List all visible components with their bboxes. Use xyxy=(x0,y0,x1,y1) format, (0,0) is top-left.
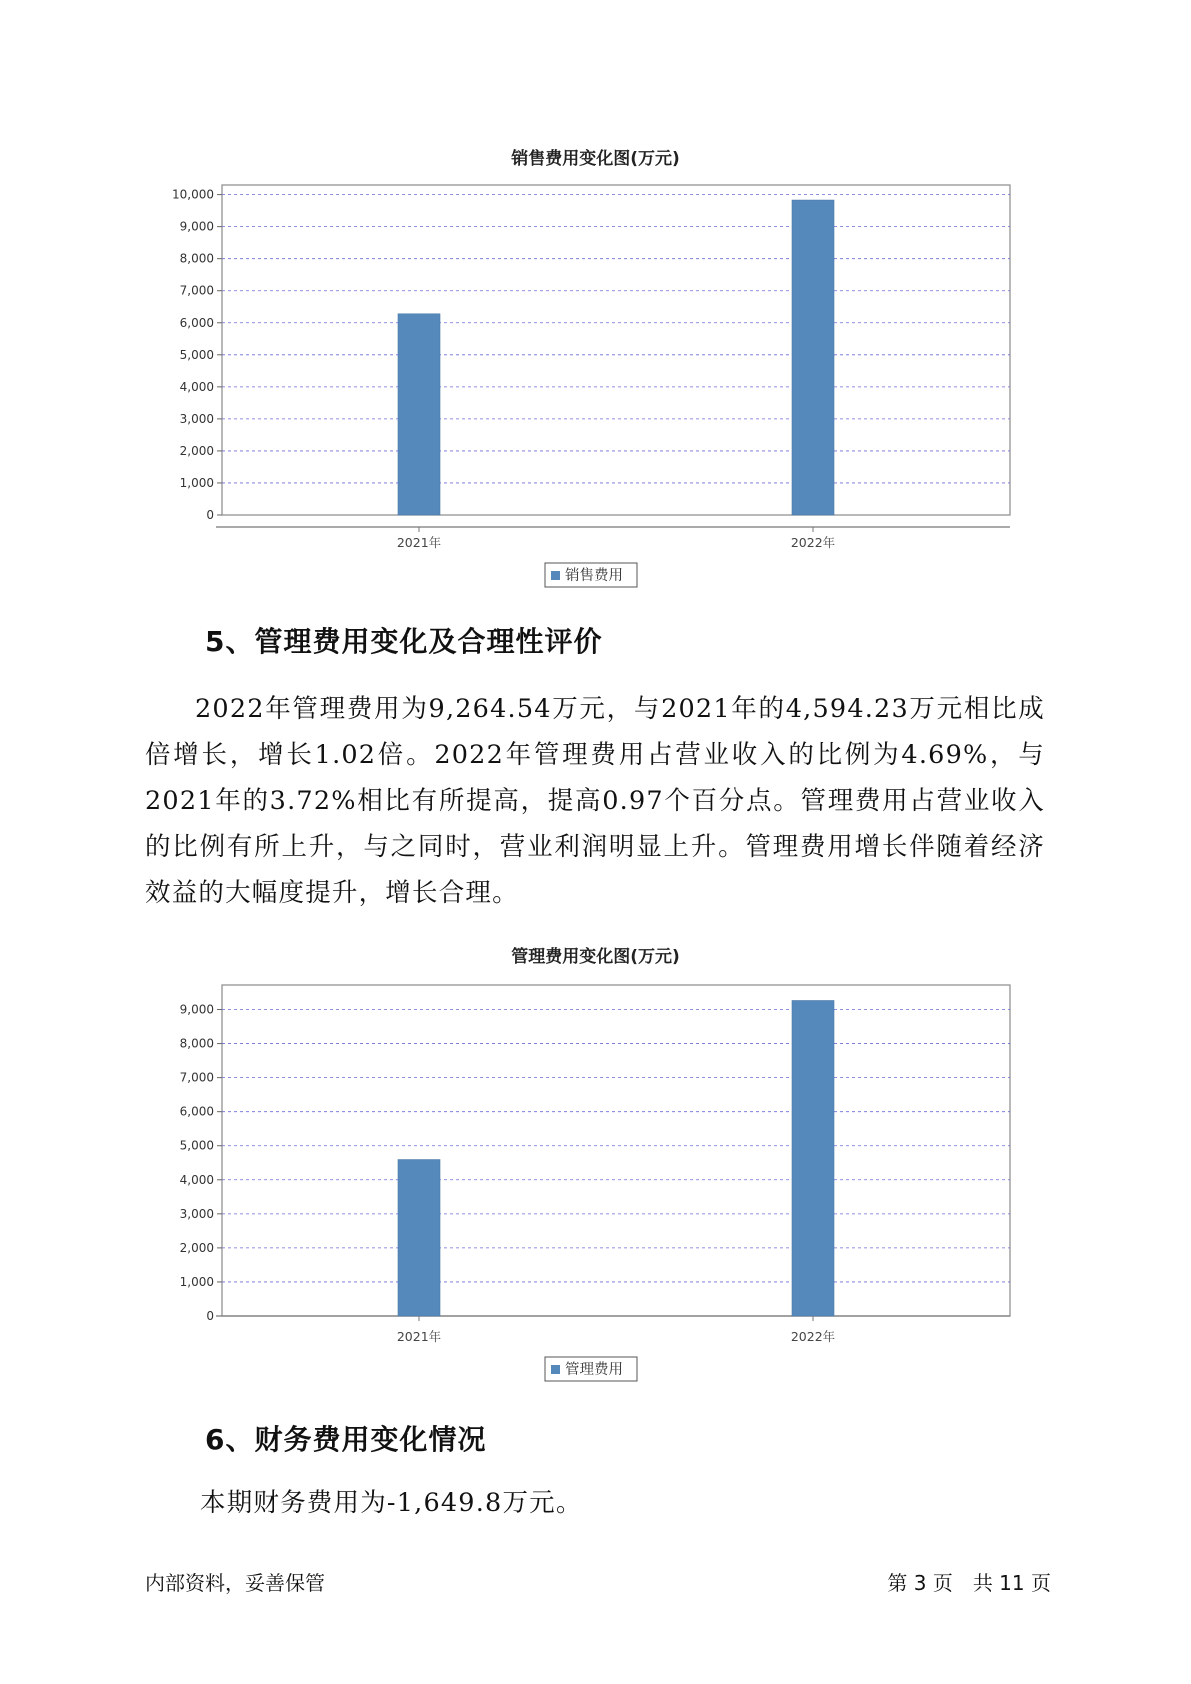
legend-label: 销售费用 xyxy=(565,568,623,584)
chart-title: 销售费用变化图(万元) xyxy=(511,149,680,169)
y-tick-label: 3,000 xyxy=(179,411,214,426)
legend-swatch xyxy=(551,571,560,580)
legend-swatch xyxy=(551,1365,560,1374)
y-tick-label: 5,000 xyxy=(179,347,214,362)
legend-label: 管理费用 xyxy=(565,1362,623,1378)
bar xyxy=(398,1160,440,1316)
y-tick-label: 10,000 xyxy=(172,187,214,202)
chart-title: 管理费用变化图(万元) xyxy=(511,947,680,967)
x-tick-label: 2022年 xyxy=(790,1329,836,1344)
y-tick-label: 9,000 xyxy=(179,1002,214,1017)
x-tick-label: 2022年 xyxy=(790,535,836,550)
y-tick-label: 8,000 xyxy=(179,251,214,266)
y-tick-label: 6,000 xyxy=(179,1104,214,1119)
y-tick-label: 1,000 xyxy=(179,475,214,490)
y-tick-label: 1,000 xyxy=(179,1274,214,1289)
bar xyxy=(792,200,834,515)
bar-chart xyxy=(0,175,1191,595)
y-tick-label: 4,000 xyxy=(179,1172,214,1187)
bar xyxy=(792,1001,834,1316)
y-tick-label: 7,000 xyxy=(179,1070,214,1085)
y-tick-label: 7,000 xyxy=(179,283,214,298)
plot-area xyxy=(222,985,1010,1316)
y-tick-label: 2,000 xyxy=(179,1240,214,1255)
y-tick-label: 4,000 xyxy=(179,379,214,394)
x-tick-label: 2021年 xyxy=(396,535,442,550)
footer-page-number: 第 3 页 共 11 页 xyxy=(887,1571,1051,1595)
y-tick-label: 8,000 xyxy=(179,1036,214,1051)
y-tick-label: 0 xyxy=(206,1309,214,1323)
y-tick-label: 6,000 xyxy=(179,315,214,330)
section-paragraph: 本期财务费用为-1,649.8万元。 xyxy=(200,1488,583,1518)
x-tick-label: 2021年 xyxy=(396,1329,442,1344)
section-heading: 5、管理费用变化及合理性评价 xyxy=(205,625,603,658)
plot-area xyxy=(222,185,1010,515)
y-tick-label: 3,000 xyxy=(179,1206,214,1221)
y-tick-label: 5,000 xyxy=(179,1138,214,1153)
footer-confidential-note: 内部资料，妥善保管 xyxy=(145,1571,325,1595)
y-tick-label: 9,000 xyxy=(179,219,214,234)
section-paragraph: 2022年管理费用为9,264.54万元，与2021年的4,594.23万元相比成倍增长，增长1.02倍。2022年管理费用占营业收入的比例为4.69%，与2021年的3.72%相比有所提高，提高0.97个百分点。管理费用占营业收入的比例有所上升，与之同时，营业利润明显上升。管理费用增长伴随着经济效益的大幅度提升，增长合理。 xyxy=(145,694,1045,908)
y-tick-label: 0 xyxy=(206,508,214,522)
section-heading: 6、财务费用变化情况 xyxy=(205,1423,487,1456)
bar-chart xyxy=(0,975,1191,1390)
bar xyxy=(398,314,440,515)
y-tick-label: 2,000 xyxy=(179,443,214,458)
